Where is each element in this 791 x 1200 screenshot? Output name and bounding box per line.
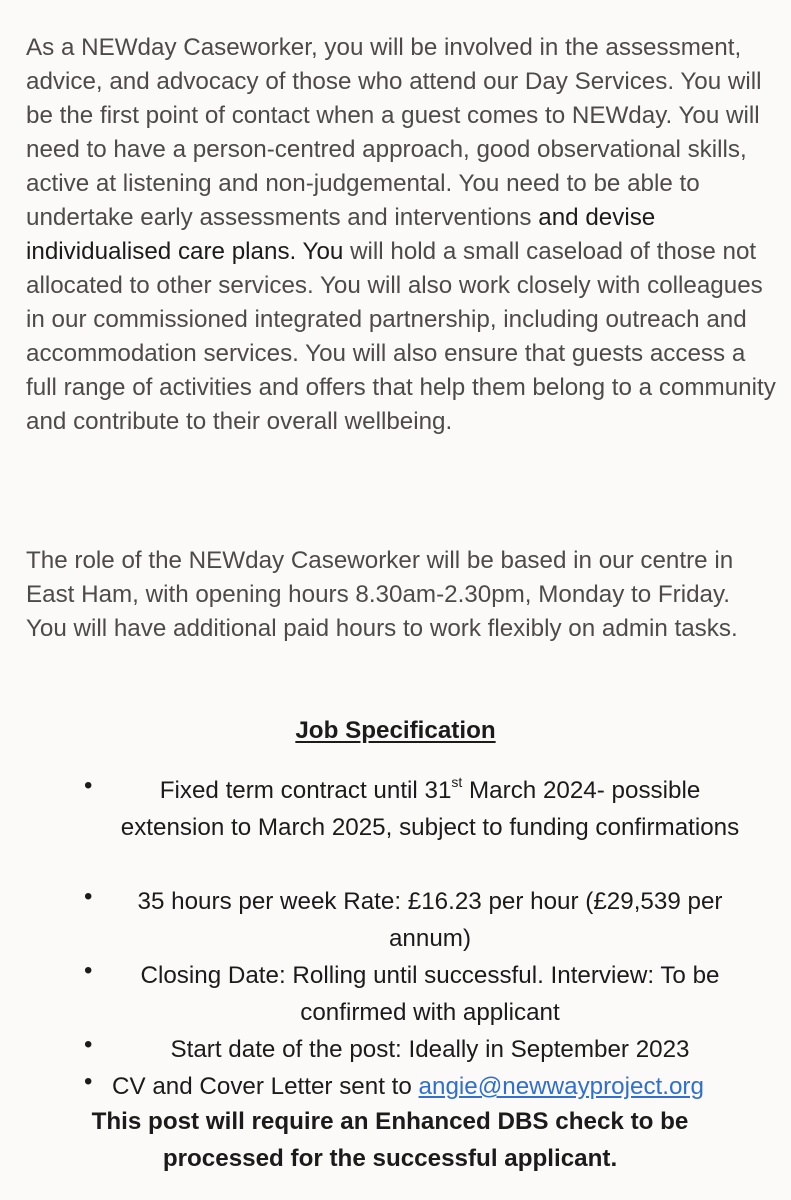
intro-text-3: will hold a small caseload of those not allocated to other services. You will also work closely with colleagues in our commissioned integrated partnership, including outreach and accommodation services. You will also ensure that guests access a full range of activities and offers that help them belong to a community and contribute to their overall wellbeing. bbox=[26, 238, 776, 435]
bullet-apply bbox=[108, 1068, 768, 1105]
bullet-start-date: Start date of the post: Ideally in September 2023 bbox=[170, 1036, 690, 1063]
intro-text-2: and devise individualised care plans. You bbox=[26, 204, 656, 265]
job-spec-heading bbox=[0, 714, 791, 748]
bullet-contract bbox=[110, 772, 750, 846]
email-link[interactable]: angie@newwayproject.org bbox=[418, 1073, 704, 1100]
bullet-dot: • bbox=[84, 772, 93, 799]
location-paragraph: The role of the NEWday Caseworker will be based in our centre in East Ham, with opening hours 8.30am-2.30pm, Monday to Friday. You will have additional paid hours to work flexibly on admin tasks. bbox=[26, 547, 738, 642]
bullet-dot: • bbox=[84, 1031, 93, 1058]
dbs-note: This post will require an Enhanced DBS check to be processed for the successful applicant. bbox=[91, 1108, 689, 1172]
bullet-hours: 35 hours per week Rate: £16.23 per hour (£29,539 per annum) bbox=[137, 888, 723, 952]
bullet-contract-text-2: March 2024- possible extension to March 2025, subject to funding confirmations bbox=[120, 777, 740, 841]
bullet-apply-text: CV and Cover Letter sent to bbox=[112, 1073, 419, 1100]
intro-text-1: As a NEWday Caseworker, you will be involved in the assessment, advice, and advocacy of those who attend our Day Services. You will be the first point of contact when a guest comes to NEWday. You will need to have a person-centred approach, good observational skills, active at listening and non-judgemental. You need to be able to undertake early assessments and interventions bbox=[26, 34, 762, 231]
intro-paragraph bbox=[26, 31, 776, 439]
bullet-closing-date: Closing Date: Rolling until successful. Interview: To be confirmed with applicant bbox=[140, 962, 720, 1026]
bullet-dot: • bbox=[84, 883, 93, 910]
superscript: st bbox=[451, 774, 463, 790]
job-spec-heading-text: Job Specification bbox=[295, 717, 496, 744]
bullet-dot: • bbox=[84, 957, 93, 984]
bullet-dot: • bbox=[84, 1068, 93, 1095]
bullet-contract-text: Fixed term contract until 31 bbox=[159, 777, 452, 804]
